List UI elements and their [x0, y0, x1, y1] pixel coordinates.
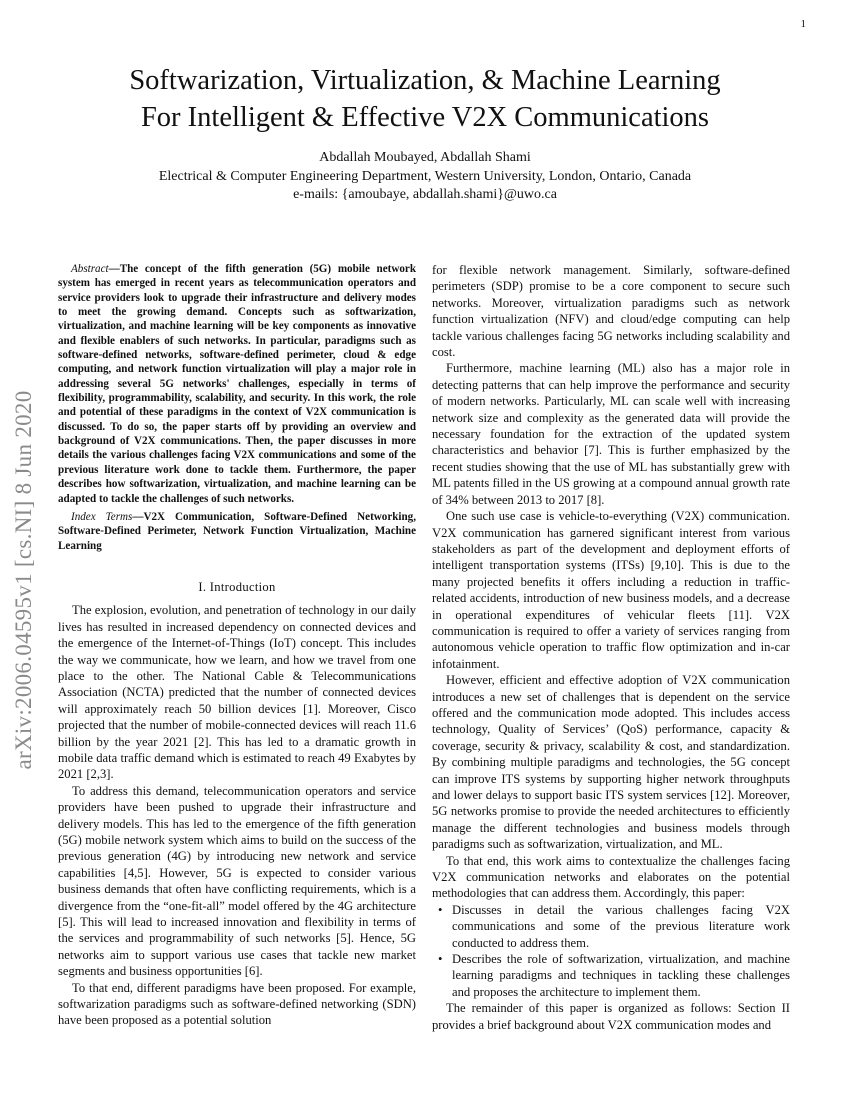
title-line: Softwarization, Virtualization, & Machine Learning	[129, 65, 721, 96]
abstract-label: Abstract	[71, 263, 109, 275]
paragraph: To address this demand, telecommunication operators and service providers have been pushed to upgrade their infrastructure and delivery models. This has led to the emergence of the fifth generation (5G) mobile network system which aims to build on the success of the previous generation (4G) by introducing new network and service capabilities [4,5]. However, 5G is expected to consider various business demands that often have conflicting requirements, which is a divergence from the “one-fit-all” model offered by the 4G architecture [5]. This will lead to increased innovation and flexibility in terms of the services and programmability of such networks [5]. Hence, 5G networks aim to support various use cases that tackle new market segments and business opportunities [6].	[58, 783, 416, 979]
paper-title	[0, 62, 850, 136]
arxiv-stamp-text: arXiv:2006.04595v1 [cs.NI] 8 Jun 2020	[11, 390, 36, 770]
index-terms-label: Index Terms	[71, 510, 133, 523]
paragraph: The remainder of this paper is organized as follows: Section II provides a brief background about V2X communication modes and	[432, 1001, 790, 1032]
page-number: 1	[800, 18, 806, 30]
list-item: • Discusses in detail the various challenges facing V2X communications and some of the previous literature work conducted to address them.	[452, 902, 790, 951]
title-line: For Intelligent & Effective V2X Communications	[140, 102, 710, 133]
index-terms-text: —V2X Communication, Software-Defined Networking, Software-Defined Perimeter, Network Function Virtualization, Machine Learning	[58, 510, 416, 552]
author-names: Abdallah Moubayed, Abdallah Shami	[319, 150, 531, 165]
paragraph: To that end, this work aims to contextualize the challenges facing V2X communication networks and elaborates on the potential methodologies that can address them. Accordingly, this paper:	[432, 853, 790, 901]
list-item: • Describes the role of softwarization, virtualization, and machine learning paradigms and techniques in tackling these challenges and proposes the architecture to implement them.	[452, 951, 790, 1000]
left-column	[58, 262, 416, 1029]
paragraph: for flexible network management. Similarly, software-defined perimeters (SDP) promise to be a core component to secure such networks. Moreover, virtualization paradigms such as network function virtualization (NFV) and cloud/edge computing can help tackle various challenges facing 5G networks including scalability and cost.	[432, 263, 790, 360]
index-terms	[58, 510, 416, 553]
paragraph: However, efficient and effective adoption of V2X communication introduces a new set of challenges that is dependent on the service offered and the communication mode adopted. This includes access technology, Quality of Services’ (QoS) performance, capacity & coverage, security & privacy, scalability & cost, and standardization. By combining multiple paradigms and technologies, the 5G concept can improve ITS systems by supporting higher network throughputs and lower delays to support basic ITS system services [12]. Moreover, 5G networks promise to provide the needed architectures to efficiently manage the different technologies and business models through paradigms such as softwarization, virtualization, and ML.	[432, 673, 790, 852]
abstract	[58, 262, 416, 506]
right-column	[432, 262, 790, 1033]
section-heading: I. Introduction	[198, 579, 276, 594]
author-block	[0, 149, 850, 205]
contribution-list	[432, 902, 790, 1000]
author-emails: e-mails: {amoubaye, abdallah.shami}@uwo.ca	[293, 187, 557, 202]
arxiv-stamp	[4, 360, 44, 800]
paragraph: Furthermore, machine learning (ML) also has a major role in detecting patterns that can help improve the performance and security of modern networks. Particularly, ML can scale well with increasing network size and complexity as the generated data will provide the necessary foundation for the extraction of the updated system characteristics and behavior [7]. This is further emphasized by the recent studies showing that the use of ML has substantially grew with ML patents filled in the US growing at a compound annual growth rate of 34% between 2013 to 2017 [8].	[432, 361, 790, 507]
paragraph: The explosion, evolution, and penetration of technology in our daily lives has resulted in increased dependency on connected devices and the emergence of the Internet-of-Things (IoT) concept. This includes the way we communicate, how we learn, and how we travel from one place to the other. The National Cable & Telecommunications Association (NCTA) predicted that the number of connected devices will approximately reach 50 billion devices [1]. Moreover, Cisco projected that the number of mobile-connected devices will reach 11.6 billion by the year 2021 [2]. This has led to a dramatic growth in mobile data traffic demand which is estimated to reach 49 Exabytes by 2021 [2,3].	[58, 603, 416, 782]
paragraph: To that end, different paradigms have been proposed. For example, softwarization paradigms such as software-defined networking (SDN) have been proposed as a potential solution	[58, 980, 416, 1028]
paragraph: One such use case is vehicle-to-everything (V2X) communication. V2X communication has garnered significant interest from various stakeholders as part of the development and deployment efforts of intelligent transportation systems (ITSs) [9,10]. This is due to the many projected benefits it offers including a reduction in traffic-related accidents, introduction of new business models, and a decrease in operational expenditures of vehicular fleets [11]. V2X communication is required to offer a variety of services ranging from autonomous vehicle operation to traffic flow optimization and in-car infotainment.	[432, 509, 790, 671]
abstract-text: —The concept of the fifth generation (5G) mobile network system has emerged in recent years as telecommunication operators and service providers look to upgrade their infrastructure and delivery modes to meet the growing demand. Concepts such as softwarization, virtualization, and machine learning will be key components as innovative and flexible enablers of such networks. In particular, paradigms such as software-defined networks, software-defined perimeter, cloud & edge computing, and network function virtualization will play a major role in addressing several 5G networks' challenges, especially in terms of flexibility, programmability, scalability, and security. In this work, the role and potential of these paradigms in the context of V2X communication is discussed. To do so, the paper starts off by providing an overview and background of V2X communications. Then, the paper discusses in more details the various challenges facing V2X communications and some of the previous literature work done to tackle them. Furthermore, the paper describes how softwarization, virtualization, and machine learning can be adapted to tackle the challenges of such networks.	[58, 263, 416, 505]
affiliation: Electrical & Computer Engineering Department, Western University, London, Ontario, Canada	[158, 168, 692, 184]
